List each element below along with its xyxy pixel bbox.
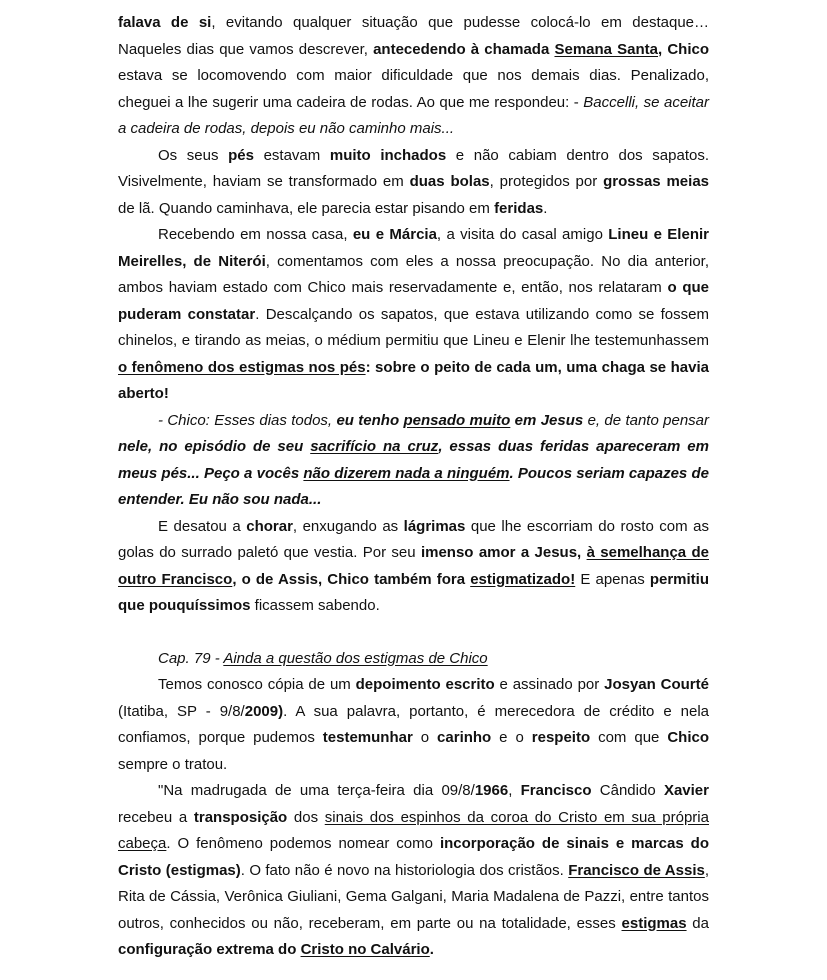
text-run: E desatou a [158, 517, 247, 535]
paragraph-p6 [118, 672, 709, 778]
text-run: à semelhança de outro Francisco [118, 544, 709, 588]
text-run: Os seus [158, 146, 229, 164]
text-run: testemunhar [322, 729, 413, 746]
text-run: . [429, 941, 434, 958]
text-run: eu tenho [336, 411, 404, 429]
text-run: estavam [253, 146, 330, 164]
text-run: o [412, 729, 438, 746]
text-run: E apenas [575, 570, 650, 588]
text-run: e não cabiam dentro dos sapatos. Visivelmente, haviam se transformado em [118, 146, 710, 190]
text-run: . Poucos seriam capazes de entender. Eu não sou nada... [118, 464, 709, 508]
text-run: e o [491, 729, 532, 746]
text-run: sempre o tratou. [118, 755, 228, 773]
text-run: não dizerem nada a ninguém [303, 464, 510, 482]
paragraph-p1 [118, 10, 709, 143]
text-run: , protegidos por [489, 173, 604, 190]
text-run: Temos conosco cópia de um [158, 676, 356, 693]
text-run: , enxugando as [292, 517, 404, 535]
text-run: depoimento escrito [355, 676, 495, 693]
text-run: 1966 [474, 782, 509, 799]
text-run: falava de si [118, 14, 212, 31]
chapter-prefix: Cap. 79 - [158, 649, 224, 667]
text-run: em Jesus [510, 411, 584, 429]
text-run: , Chico [658, 40, 710, 58]
text-run: estava se locomovendo com maior dificuldade que nos demais dias. Penalizado, cheguei a lhe sugerir uma cadeira de rodas. Ao que me respondeu: - [118, 67, 709, 111]
text-run: , a visita do casal amigo [436, 226, 609, 243]
paragraph-p2 [118, 143, 709, 223]
paragraph-p4 [118, 408, 709, 514]
text-run: o fenômeno dos estigmas nos pés [118, 358, 366, 376]
text-run: imenso amor a Jesus, [420, 544, 587, 561]
text-run: e, de tanto pensar [583, 411, 710, 429]
text-run: Cristo no Calvário [300, 941, 430, 958]
text-run: Lineu e Elenir Meirelles, de Niterói [118, 226, 709, 270]
text-run: de lã. Quando caminhava, ele parecia estar pisando em [118, 199, 495, 217]
text-run: permitiu que pouquíssimos [118, 570, 710, 614]
text-run: Recebendo em nossa casa, [158, 226, 353, 243]
text-run: feridas [494, 199, 544, 217]
text-run: recebeu a [118, 808, 194, 826]
text-run: Francisco [520, 782, 592, 799]
text-run: sinais dos espinhos da coroa do Cristo em sua própria cabeça [118, 808, 709, 852]
text-run: , evitando qualquer situação que pudesse colocá-lo em destaque… Naqueles dias que vamos descrever, [118, 14, 710, 58]
paragraph-p5 [118, 514, 709, 620]
text-run: lágrimas [403, 517, 466, 535]
text-run: Josyan Courté [604, 676, 709, 693]
body-text-section-2 [118, 672, 709, 964]
text-run: antecedendo à chamada [373, 40, 555, 58]
text-run: , o de Assis, Chico também fora [232, 570, 471, 588]
text-run: nele, no episódio de seu [118, 438, 311, 455]
text-run: muito inchados [329, 146, 447, 164]
text-run: "Na madrugada de uma terça-feira dia 09/8/ [158, 782, 475, 799]
text-run: . O fenômeno podemos nomear como [166, 835, 440, 852]
text-run: da [686, 914, 709, 932]
text-run: chorar [246, 517, 293, 535]
text-run: estigmas [621, 914, 687, 932]
text-run: transposição [193, 808, 288, 826]
text-run: . Descalçando os sapatos, que estava utilizando como se fossem chinelos, e tirando as meias, o médium permitiu que Lineu e Elenir lhe testemunhassem [118, 305, 709, 349]
section-gap [118, 620, 709, 646]
text-run: dos [287, 808, 325, 826]
chapter-title: Ainda a questão dos estigmas de Chico [223, 649, 488, 667]
text-run: (Itatiba, SP - 9/8/ [118, 702, 245, 720]
text-run: ficassem sabendo. [250, 597, 380, 614]
text-run: respeito [531, 729, 591, 746]
text-run: Chico [667, 729, 709, 746]
text-run: incorporação de sinais e marcas do Cristo (estigmas) [118, 835, 709, 879]
text-run: duas bolas [409, 173, 490, 190]
text-run: com que [590, 729, 668, 746]
paragraph-p7 [118, 778, 709, 964]
text-run: que lhe escorriam do rosto com as golas do surrado paletó que vestia. Por seu [118, 517, 709, 561]
text-run: Francisco de Assis [568, 861, 705, 879]
text-run: estigmatizado! [470, 570, 576, 588]
text-run: pensado muito [403, 411, 511, 429]
text-run: Xavier [663, 782, 709, 799]
text-run: . A sua palavra, portanto, é merecedora de crédito e nela confiamos, porque pudemos [118, 702, 709, 746]
text-run: Cândido [591, 782, 664, 799]
text-run: Semana Santa [554, 40, 659, 58]
text-run: sacrifício na cruz [310, 438, 439, 455]
paragraph-p3 [118, 222, 709, 408]
text-run: : sobre o peito de cada um, uma chaga se havia aberto! [118, 358, 710, 402]
text-run: , comentamos com eles a nossa preocupação. No dia anterior, ambos haviam estado com Chico mais reservadamente e, então, nos relataram [118, 252, 710, 296]
text-run: , essas duas feridas apareceram em meus pés... Peço a vocês [118, 438, 709, 482]
text-run: grossas meias [603, 173, 710, 190]
chapter-heading [118, 646, 709, 673]
body-text-section-1 [118, 10, 709, 620]
text-run: , [508, 782, 521, 799]
text-run: carinho [437, 729, 492, 746]
text-run: . O fato não é novo na historiologia dos cristãos. [240, 861, 569, 879]
text-run: - Chico: Esses dias todos, [158, 411, 337, 429]
text-run: . [543, 199, 548, 217]
text-run: pés [228, 146, 254, 164]
text-run: configuração extrema do [118, 941, 301, 958]
text-run: 2009) [244, 702, 284, 720]
text-run: e assinado por [494, 676, 605, 693]
text-run: o que puderam constatar [118, 279, 710, 323]
text-run: eu e Márcia [352, 226, 437, 243]
text-run: , Rita de Cássia, Verônica Giuliani, Gema Galgani, Maria Madalena de Pazzi, entre tantos outros, conhecidos ou não, receberam, em parte ou na totalidade, esses [118, 861, 709, 932]
text-run: Baccelli, se aceitar a cadeira de rodas, depois eu não caminho mais... [118, 93, 709, 137]
